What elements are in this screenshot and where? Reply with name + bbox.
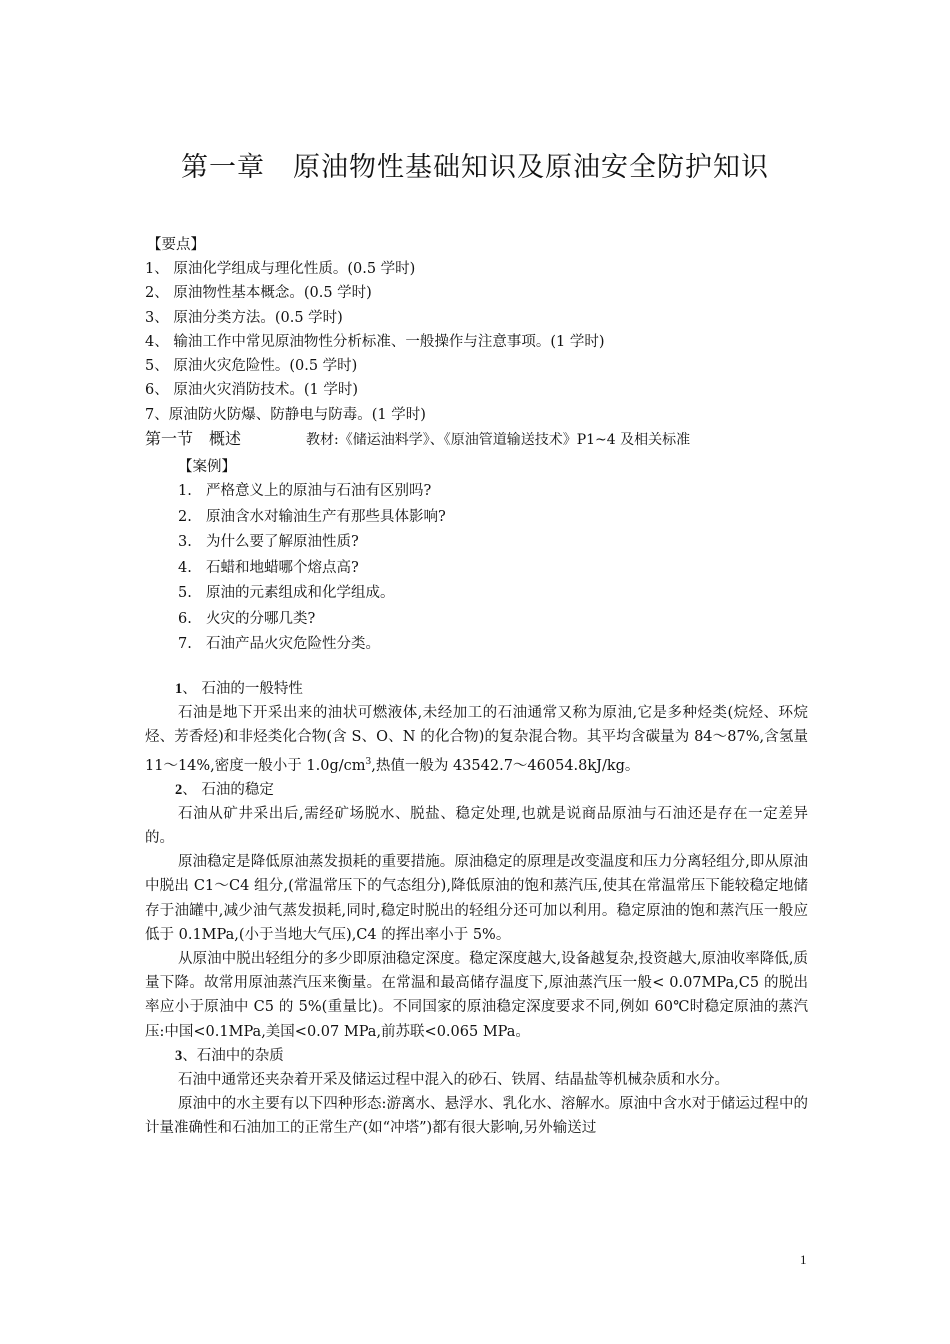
key-point-item: 7、原油防火防爆、防静电与防毒。(1 学时) (145, 406, 426, 423)
key-point-item: 2、 原油物性基本概念。(0.5 学时) (145, 285, 372, 302)
subsection-title: 、石油中的杂质 (182, 1047, 284, 1064)
case-item (178, 479, 446, 505)
case-text: 原油含水对输油生产有那些具体影响? (206, 508, 446, 525)
key-point-item: 4、 输油工作中常见原油物性分析标准、一般操作与注意事项。(1 学时) (145, 333, 605, 350)
case-number: 1. (178, 483, 192, 499)
key-points-list (145, 257, 604, 427)
paragraph-text: ,热值一般为 43542.7～46054.8kJ/kg。 (371, 757, 640, 774)
paragraph: 从原油中脱出轻组分的多少即原油稳定深度。稳定深度越大,设备越复杂,投资越大,原油收率降低,质量下降。故常用原油蒸汽压来衡量。在常温和最高储存温度下,原油蒸汽压一般< 0.07MPa,C5 的脱出率应小于原油中 C5 的 5%(重量比)。不同国家的原油稳定深度要求不同,例如 60℃时稳定原油的蒸汽压:中国<0.1MPa,美国<0.07 MPa,前苏联<0.065 MPa。 (145, 951, 808, 1040)
page-number: 1 (800, 1252, 807, 1267)
subsection-title: 、 石油的一般特性 (182, 681, 303, 697)
case-item (178, 607, 446, 633)
subsection-heading (145, 677, 808, 701)
subsection-title: 、 石油的稳定 (182, 781, 274, 798)
subsection-number: 1 (175, 681, 183, 697)
paragraph: 石油中通常还夹杂着开采及储运过程中混入的砂石、铁屑、结晶盐等机械杂质和水分。 (178, 1072, 729, 1089)
paragraph (145, 701, 808, 777)
superscript: 3 (365, 756, 372, 767)
cases-heading: 【案例】 (178, 459, 236, 475)
paragraph: 原油稳定是降低原油蒸发损耗的重要措施。原油稳定的原理是改变温度和压力分离轻组分,即从原油中脱出 C1～C4 组分,(常温常压下的气态组分),降低原油的饱和蒸汽压,使其在常温常压下能较稳定地储存于油罐中,减少油气蒸发损耗,同时,稳定时脱出的轻组分还可加以利用。稳定原油的饱和蒸汽压一般应低于 0.1MPa,(小于当地大气压),C4 的挥出率小于 5%。 (145, 854, 808, 943)
case-item (178, 530, 446, 556)
case-item (178, 581, 446, 607)
case-text: 石油产品火灾危险性分类。 (206, 636, 380, 652)
case-number: 6. (178, 610, 192, 627)
case-text: 严格意义上的原油与石油有区别吗? (206, 483, 432, 499)
section-heading-row (145, 426, 691, 449)
case-number: 5. (178, 585, 192, 601)
case-item (178, 632, 446, 658)
case-text: 原油的元素组成和化学组成。 (206, 585, 395, 601)
case-number: 7. (178, 636, 192, 652)
body-text (145, 677, 808, 1141)
paragraph: 原油中的水主要有以下四种形态:游离水、悬浮水、乳化水、溶解水。原油中含水对于储运过程中的计量准确性和石油加工的正常生产(如“冲塔”)都有很大影响,另外输送过 (145, 1096, 808, 1137)
subsection-number: 2 (175, 781, 183, 798)
case-text: 为什么要了解原油性质? (206, 534, 359, 550)
key-point-item: 5、 原油火灾危险性。(0.5 学时) (145, 358, 358, 375)
textbook-reference: 教材:《储运油料学》、《原油管道输送技术》P1~4 及相关标准 (306, 432, 691, 448)
case-number: 4. (178, 559, 192, 576)
case-number: 3. (178, 534, 192, 550)
paragraph: 石油从矿井采出后,需经矿场脱水、脱盐、稳定处理,也就是说商品原油与石油还是存在一定差异的。 (145, 805, 808, 847)
paragraph-text: 石油是地下开采出来的油状可燃液体,未经加工的石油通常又称为原油,它是多种烃类(烷烃、环烷烃、芳香烃)和非烃类化合物(含 S、O、N 的化合物)的复杂混合物。其平均含碳量为 84～87%,含氢量 11～14%,密度一般小于 1.0g/cm (145, 705, 808, 774)
cases-list (178, 479, 446, 658)
case-number: 2. (178, 508, 192, 525)
subsection-number: 3 (175, 1047, 183, 1064)
case-item (178, 556, 446, 582)
case-text: 火灾的分哪几类? (206, 610, 316, 627)
case-item (178, 505, 446, 531)
key-point-item: 3、 原油分类方法。(0.5 学时) (145, 309, 343, 326)
key-point-item: 1、 原油化学组成与理化性质。(0.5 学时) (145, 261, 416, 277)
key-points-heading: 【要点】 (147, 237, 205, 253)
subsection-heading (145, 1044, 808, 1068)
key-point-item: 6、 原油火灾消防技术。(1 学时) (145, 382, 358, 399)
case-text: 石蜡和地蜡哪个熔点高? (206, 559, 359, 576)
subsection-heading (145, 778, 808, 802)
section-label: 第一节 概述 (145, 429, 242, 448)
chapter-title: 第一章 原油物性基础知识及原油安全防护知识 (181, 152, 769, 183)
